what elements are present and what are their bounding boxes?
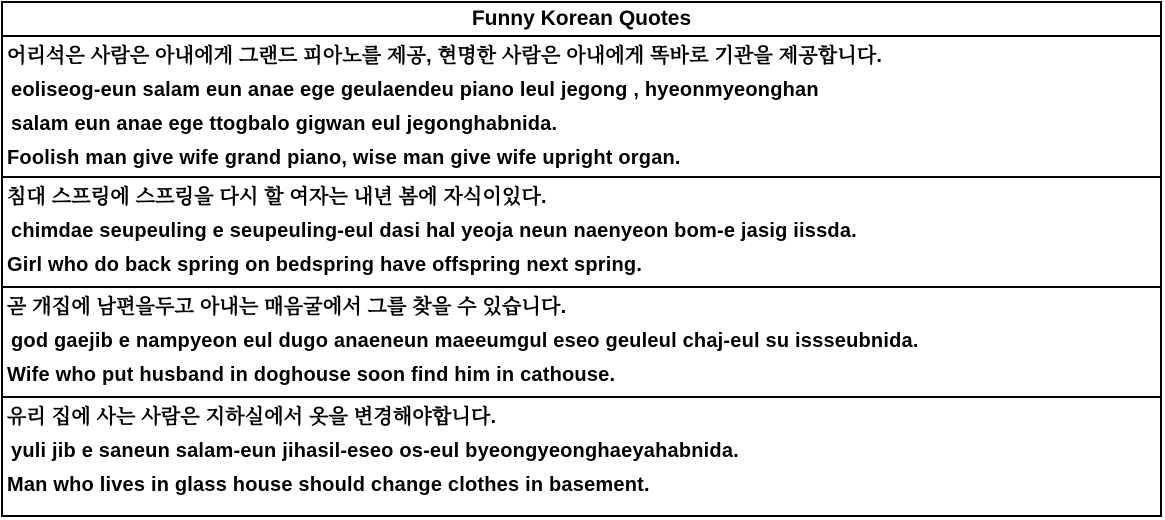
romanization-line: eoliseog-eun salam eun anae ege geulaendeu piano leul jegong , hyeonmyeonghan [11, 79, 819, 101]
romanization-line: chimdae seupeuling e seupeuling-eul dasi hal yeoja neun naenyeon bom-e jasig iissda. [11, 220, 857, 242]
quote-row-3 [3, 288, 1160, 398]
romanization-line: god gaejib e nampyeon eul dugo anaeneun maeeumgul eseo geuleul chaj-eul su issseubnida. [11, 330, 919, 352]
korean-text: 침대 스프링에 스프링을 다시 할 여자는 내년 봄에 자식이있다. [7, 186, 547, 208]
quote-row-1 [3, 37, 1160, 178]
korean-text: 어리석은 사람은 아내에게 그랜드 피아노를 제공, 현명한 사람은 아내에게 똑바로 기관을 제공합니다. [7, 45, 883, 67]
english-translation: Wife who put husband in doghouse soon find him in cathouse. [7, 364, 616, 386]
korean-text: 곧 개집에 남편을두고 아내는 매음굴에서 그를 찾을 수 있습니다. [7, 296, 567, 318]
english-translation: Girl who do back spring on bedspring have offspring next spring. [7, 254, 643, 276]
page-title: Funny Korean Quotes [471, 7, 692, 30]
quote-row-4 [3, 398, 1160, 511]
korean-text: 유리 집에 사는 사람은 지하실에서 옷을 변경해야합니다. [7, 406, 497, 428]
table-header [3, 3, 1160, 37]
quotes-table [1, 1, 1162, 517]
romanization-line: yuli jib e saneun salam-eun jihasil-eseo os-eul byeongyeonghaeyahabnida. [11, 440, 739, 462]
english-translation: Man who lives in glass house should change clothes in basement. [7, 474, 650, 496]
quote-row-2 [3, 178, 1160, 288]
romanization-line: salam eun anae ege ttogbalo gigwan eul jegonghabnida. [11, 113, 558, 135]
english-translation: Foolish man give wife grand piano, wise man give wife upright organ. [7, 147, 681, 169]
